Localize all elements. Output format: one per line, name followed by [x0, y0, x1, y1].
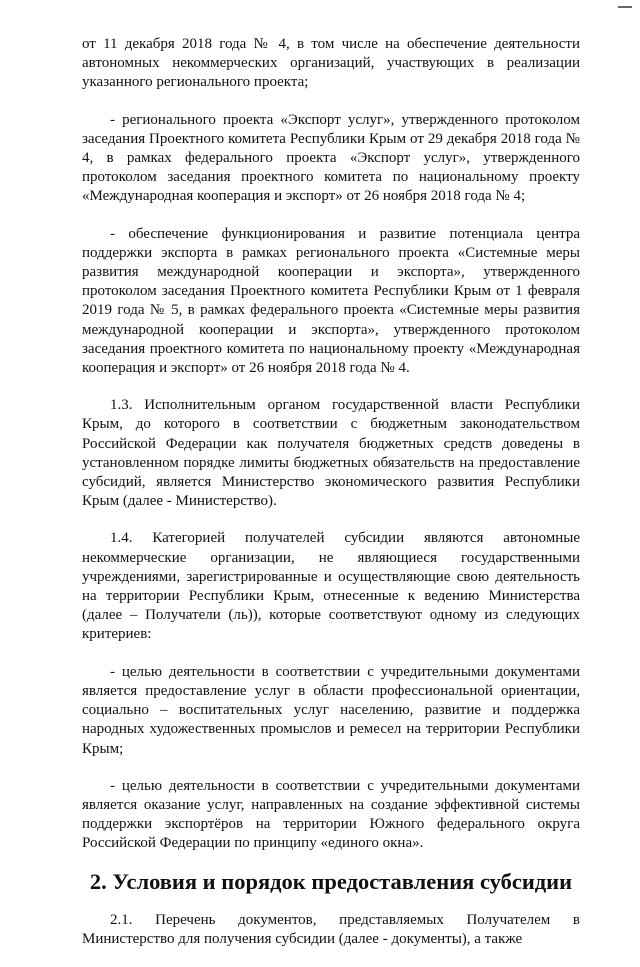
paragraph-1-3-executive-body: 1.3. Исполнительным органом государственной власти Республики Крым, до которого в соответствии с бюджетным законодательством Российской Федерации как получателя бюджетных средств доведены в установленном порядке лимиты бюджетных обязательств на предоставление субсидий, является Министерство экономического развития Республики Крым (далее - Министерство).: [82, 397, 580, 510]
paragraph-funding-continuation: от 11 декабря 2018 года № 4, в том числе на обеспечение деятельности автономных некоммерческих организаций, участвующих в реализации указанного регионального проекта;: [82, 36, 580, 91]
paragraph-criterion-exporter-support: - целью деятельности в соответствии с учредительными документами является оказание услуг, направленных на создание эффективной системы поддержки экспортёров на территории Южного федерального округа Российской Федерации по принципу «единого окна».: [82, 777, 580, 852]
document-body: [82, 35, 580, 967]
paragraph-export-support-center: - обеспечение функционирования и развитие потенциала центра поддержки экспорта в рамках регионального проекта «Системные меры развития международной кооперации и экспорта», утвержденного протоколом заседания Проектного комитета Республики Крым от 1 февраля 2019 года № 5, в рамках федерального проекта «Системные меры развития международной кооперации и экспорта», утвержденного протоколом заседания проектного комитета по национальному проекту «Международная кооперация и экспорт» от 26 ноября 2018 года № 4.: [82, 225, 580, 377]
paragraph-export-services-project: - регионального проекта «Экспорт услуг», утвержденного протоколом заседания Проектного комитета Республики Крым от 29 декабря 2018 года № 4, в рамках федерального проекта «Экспорт услуг», утвержденного протоколом заседания проектного комитета по национальному проекту «Международная кооперация и экспорт» от 26 ноября 2018 года № 4;: [82, 111, 580, 205]
paragraph-2-1-documents-list: 2.1. Перечень документов, представляемых Получателем в Министерство для получения субсидии (далее - документы), а также: [82, 911, 580, 947]
paragraph-1-4-recipient-category: 1.4. Категорией получателей субсидии являются автономные некоммерческие организации, не являющиеся государственными учреждениями, зарегистрированные и осуществляющие свою деятельность на территории Республики Крым, отнесенные к ведению Министерства (далее – Получатели (ль)), которые соответствуют одному из следующих критериев:: [82, 530, 580, 643]
section-heading: 2. Условия и порядок предоставления субсидии: [89, 868, 573, 894]
paragraph-criterion-professional-orientation: - целью деятельности в соответствии с учредительными документами является предоставление услуг в области профессиональной ориентации, социально – воспитательных услуг населению, развитие и поддержка народных художественных промыслов и ремесел на территории Республики Крым;: [82, 663, 580, 757]
page-corner-mark: [618, 6, 632, 8]
